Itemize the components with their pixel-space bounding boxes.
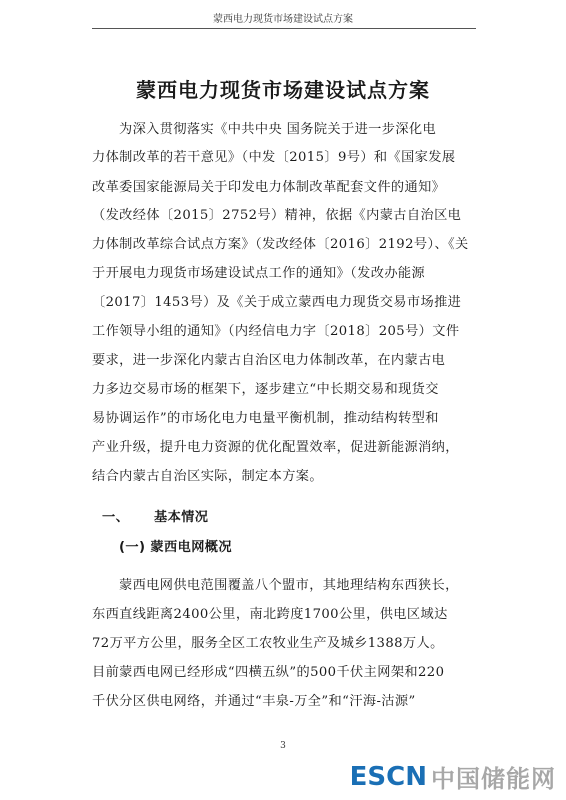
intro-line: 工作领导小组的通知》（内经信电力字〔2018〕205号）文件 (92, 324, 460, 339)
section-heading (92, 510, 208, 526)
intro-line: 易协调运作”的市场化电力电量平衡机制，推动结构转型和 (92, 411, 439, 426)
intro-line: 为深入贯彻落实《中共中央 国务院关于进一步深化电 (119, 122, 437, 137)
intro-line: 力多边交易市场的框架下，逐步建立“中长期交易和现货交 (92, 382, 439, 397)
running-header: 蒙西电力现货市场建设试点方案 (213, 14, 353, 25)
body-line: 蒙西电网供电范围覆盖八个盟市，其地理结构东西狭长， (119, 578, 459, 593)
intro-line: 力体制改革综合试点方案》（发改经体〔2016〕2192号）、《关 (92, 237, 469, 252)
intro-line: 产业升级，提升电力资源的优化配置效率，促进新能源消纳， (92, 440, 459, 455)
intro-line: 〔2017〕1453号）及《关于成立蒙西电力现货交易市场推进 (92, 295, 462, 310)
page-title: 蒙西电力现货市场建设试点方案 (136, 78, 430, 102)
intro-line: 于开展电力现货市场建设试点工作的通知》（发改办能源 (92, 266, 426, 281)
intro-line: 改革委国家能源局关于印发电力体制改革配套文件的通知》 (92, 180, 446, 195)
subsection-heading: (一) 蒙西电网概况 (119, 540, 232, 555)
body-line: 目前蒙西电网已经形成“四横五纵”的500千伏主网架和220 (92, 665, 445, 680)
section-title: 基本情况 (154, 510, 209, 525)
escn-watermark-logo (350, 759, 556, 794)
body-line: 千伏分区供电网络，并通过“丰泉-万全”和“汗海-沽源” (92, 694, 416, 709)
intro-line: （发改经体〔2015〕2752号）精神，依据《内蒙古自治区电 (92, 208, 462, 223)
section-number: 一、 (102, 510, 130, 525)
body-line: 东西直线距离2400公里，南北跨度1700公里，供电区域达 (92, 607, 448, 622)
body-line: 72万平方公里，服务全区工农牧业生产及城乡1388万人。 (92, 636, 444, 651)
intro-line: 结合内蒙古自治区实际，制定本方案。 (92, 469, 323, 484)
page-number: 3 (280, 741, 286, 751)
intro-line: 力体制改革的若干意见》（中发〔2015〕9号）和《国家发展 (92, 150, 456, 165)
intro-line: 要求，进一步深化内蒙古自治区电力体制改革，在内蒙古电 (92, 353, 446, 368)
watermark-cjk: 中国储能网 (431, 765, 556, 793)
watermark-latin: ESCN (349, 761, 427, 792)
header-rule (92, 28, 476, 29)
